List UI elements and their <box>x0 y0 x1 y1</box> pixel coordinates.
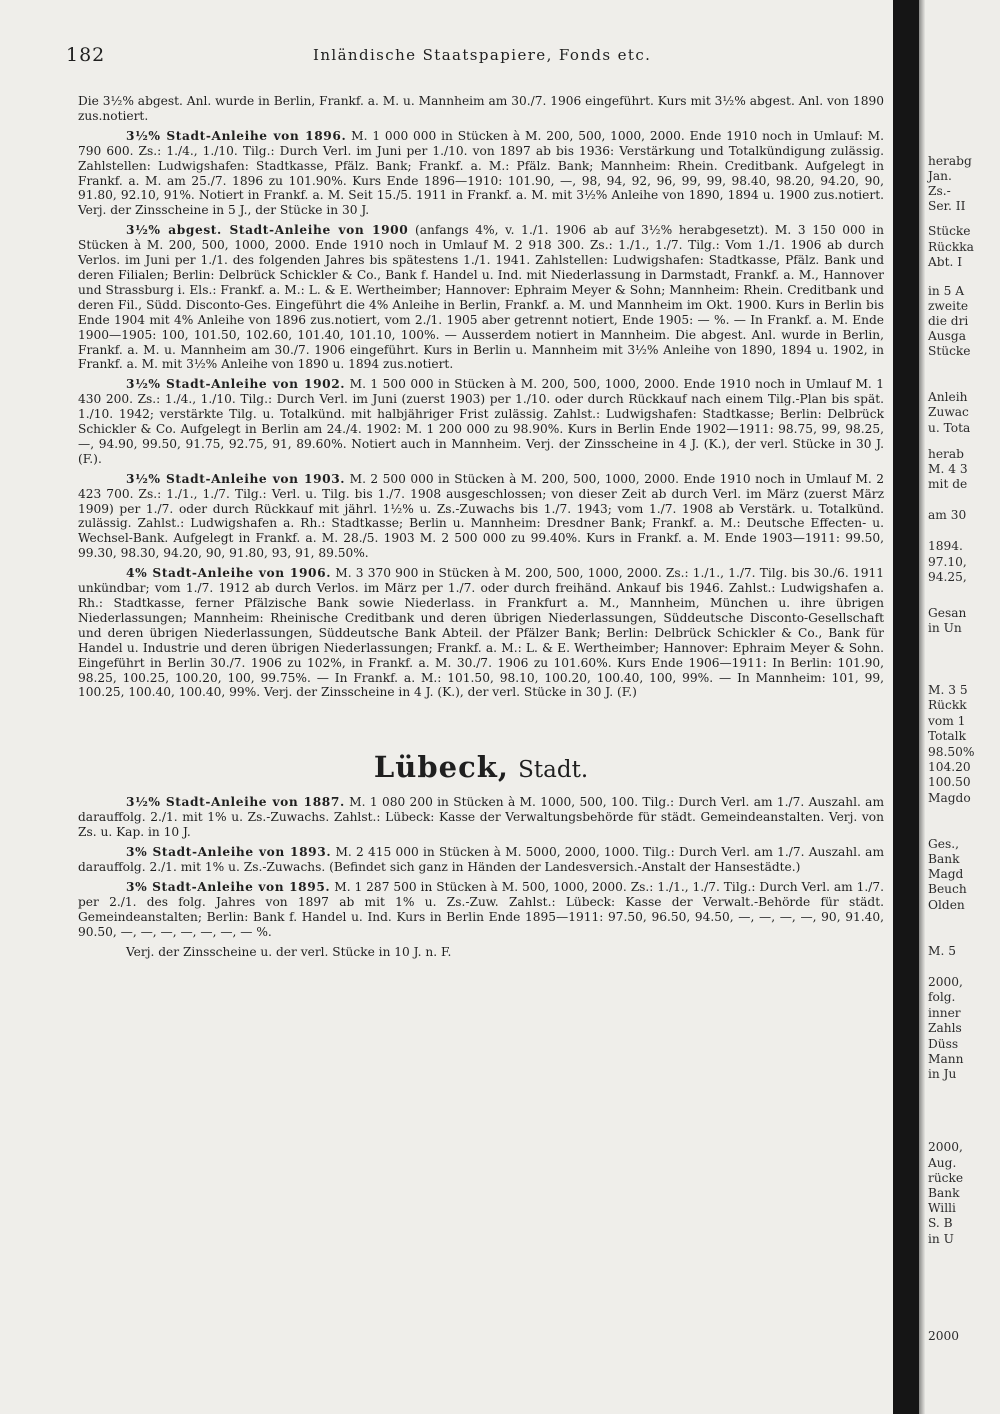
bond-title: 3½% Stadt-Anleihe von 1903. <box>126 471 346 486</box>
section-subtitle: Stadt. <box>518 757 589 784</box>
bond-entry <box>78 795 884 840</box>
facing-page-fragment: Gesan <box>928 606 967 620</box>
facing-page-fragment: M. 3 5 <box>928 683 968 697</box>
facing-page-fragment: in Un <box>928 621 962 635</box>
section-heading <box>78 750 884 787</box>
bond-details: M. 1 500 000 in Stücken à M. 200, 500, 1000, 2000. Ende 1910 noch in Umlauf M. 1 430 200. Zs.: 1./4., 1./10. Tilg.: Durch Verl. im Juni (zuerst 1903) per 1./10. oder durch Rückkauf nach einem Tilg.-Plan bis spät. 1./10. 1942; verstärkte Tilg. u. Totalkünd. mit halbjähriger Frist zulässig. Zahlst.: Ludwigshafen: Stadtkasse; Berlin: Delbrück Schickler & Co. Aufgelegt in Berlin am 24./4. 1902: M. 1 200 000 zu 98.90%. Kurs in Berlin Ende 1902—1911: 98.75, 99, 98.25, —, 94.90, 99.50, 91.75, 92.75, 91, 89.60%. Notiert auch in Mannheim. Verj. der Zinsscheine in 4 J. (K.), der verl. Stücke in 30 J. (F.). <box>78 377 884 466</box>
bond-entry <box>78 129 884 218</box>
page-number: 182 <box>66 44 106 66</box>
facing-page-fragment: Stücke <box>928 344 971 358</box>
section-title: Lübeck, <box>373 750 509 785</box>
bond-details: M. 3 370 900 in Stücken à M. 200, 500, 1000, 2000. Zs.: 1./1., 1./7. Tilg. bis 30./6. 1911 unkündbar; vom 1./7. 1912 ab durch Verlos. im März per 1./7. oder durch freihänd. Ankauf bis 1946. Zahlst.: Ludwigshafen a. Rh.: Stadtkasse, ferner Pfälzische Bank sowie Niederlass. in Frankfurt a. M., Mannheim, München u. ihre übrigen Niederlassungen; Mannheim: Rheinische Creditbank und deren übrigen Niederlassungen, Süddeutsche Disconto-Gesellschaft und deren übrigen Niederlassungen, Süddeutsche Bank Abteil. der Pfälzer Bank; Berlin: Delbrück Schickler & Co., Bank für Handel u. Industrie und deren übrigen Niederlassungen; Frankf. a. M.: L. & E. Wertheimber; Hannover: Ephraim Meyer & Sohn. Eingeführt in Berlin 30./7. 1906 zu 102%, in Frankf. a. M. 30./7. 1906 zu 101.60%. Kurs Ende 1906—1911: In Berlin: 101.90, 98.25, 100.25, 100.20, 100, 99.75%. — In Frankf. a. M.: 101.50, 98.10, 100.20, 100.40, 100, 99%. — In Mannheim: 101, 99, 100.25, 100.40, 100.40, 99%. Verj. der Zinsscheine in 4 J. (K.), der verl. Stücke in 30 J. (F.) <box>78 566 884 700</box>
facing-page-fragment: inner <box>928 1006 961 1020</box>
bond-title: 4% Stadt-Anleihe von 1906. <box>126 566 332 581</box>
facing-page-fragment: Magdo <box>928 791 971 805</box>
bond-title: 3% Stadt-Anleihe von 1893. <box>126 845 332 860</box>
bond-details: M. 2 500 000 in Stücken à M. 200, 500, 1000, 2000. Ende 1910 noch in Umlauf M. 2 423 700. Zs.: 1./1., 1./7. Tilg.: Verl. u. Tilg. bis 1./7. 1908 ausgeschlossen; von dieser Zeit ab durch Verl. im März (zuerst März 1909) per 1./7. oder durch Rückkauf mit jährl. 1½% u. Zs.-Zuwachs bis 1./7. 1943; vom 1./7. 1908 ab Verstärk. u. Totalkünd. zulässig. Zahlst.: Ludwigshafen a. Rh.: Stadtkasse; Berlin u. Mannheim: Dresdner Bank; Frankf. a. M.: Deutsche Effecten- u. Wechsel-Bank. Aufgelegt in Frankf. a. M. 28./5. 1903 M. 2 500 000 zu 99.40%. Kurs in Frankf. a. M. Ende 1903—1911: 99.50, 99.30, 98.30, 94.20, 90, 91.80, 93, 91, 89.50%. <box>78 471 884 561</box>
facing-page-fragment: Ges., <box>928 837 959 851</box>
facing-page-fragment: in U <box>928 1232 954 1246</box>
running-head <box>66 44 888 68</box>
facing-page-fragment: S. B <box>928 1216 953 1230</box>
facing-page-fragment: 97.10, <box>928 555 967 569</box>
facing-page-edge <box>925 0 1000 1414</box>
facing-page-fragment: Totalk <box>928 729 966 743</box>
facing-page-fragment: M. 5 <box>928 944 956 958</box>
facing-page-fragment: 2000, <box>928 1140 963 1154</box>
facing-page-fragment: Abt. I <box>928 255 963 269</box>
facing-page-fragment: in Ju <box>928 1067 957 1081</box>
bond-details: M. 1 080 200 in Stücken à M. 1000, 500, 100. Tilg.: Durch Verl. am 1./7. Auszahl. am darauffolg. 2./1. mit 1% u. Zs.-Zuwachs. Zahlst.: Lübeck: Kasse der Verwaltungsbehörde für städt. Gemeindeanstalten. Verj. von Zs. u. Kap. in 10 J. <box>78 795 885 840</box>
facing-page-fragment: Rückk <box>928 698 967 712</box>
facing-page-fragment: Mann <box>928 1052 964 1066</box>
bond-title: 3% Stadt-Anleihe von 1895. <box>126 879 331 894</box>
facing-page-fragment: Olden <box>928 898 965 912</box>
facing-page-fragment: 94.25, <box>928 570 967 584</box>
facing-page-fragment: 98.50% <box>928 745 975 759</box>
facing-page-fragment: Anleih <box>928 390 968 404</box>
facing-page-fragment: Zs.- <box>928 184 951 198</box>
facing-page-fragment: Beuch <box>928 882 967 896</box>
facing-page-fragment: am 30 <box>928 508 967 522</box>
facing-page-fragment: Stücke <box>928 224 971 238</box>
bond-title: 3½% Stadt-Anleihe von 1896. <box>126 128 347 143</box>
bond-details: M. 1 000 000 in Stücken à M. 200, 500, 1000, 2000. Ende 1910 noch in Umlauf: M. 790 600. Zs.: 1./4., 1./10. Tilg.: Durch Verl. im Juni per 1./10. von 1897 ab bis 1936: Verstärkung und Totalkündigung zulässig. Zahlstellen: Ludwigshafen: Stadtkasse, Pfälz. Bank; Frankf. a. M.: Pfälz. Bank; Mannheim: Rhein. Creditbank. Aufgelegt in Frankf. a. M. am 25./7. 1896 zu 101.90%. Kurs Ende 1896—1910: 101.90, —, 98, 94, 92, 96, 99, 99, 98.40, 98.20, 94.20, 90, 91.80, 92.10, 91%. Notiert in Frankf. a. M. Seit 15./5. 1911 in Frankf. a. M. mit 3½% Anleihe von 1890, 1894 u. 1900 zus.notiert. Verj. der Zinsscheine in 5 J., der Stücke in 30 J. <box>78 128 884 218</box>
facing-page-fragment: Bank <box>928 852 960 866</box>
facing-page-fragment: in 5 A <box>928 284 965 298</box>
facing-page-fragment: rücke <box>928 1171 964 1185</box>
facing-page-fragment: herabg <box>928 154 972 168</box>
closing-line: Verj. der Zinsscheine u. der verl. Stücke in 10 J. n. F. <box>126 944 452 959</box>
bond-entry <box>78 223 884 372</box>
bond-entry <box>78 377 884 466</box>
facing-page-fragment: Bank <box>928 1186 960 1200</box>
bond-title: 3½% abgest. Stadt-Anleihe von 1900 <box>126 223 409 238</box>
facing-page-fragment: herab <box>928 447 964 461</box>
body-text <box>78 94 884 964</box>
facing-page-fragment: u. Tota <box>928 421 971 435</box>
facing-page-fragment: Ausga <box>928 329 966 343</box>
bond-title: 3½% Stadt-Anleihe von 1887. <box>126 795 345 810</box>
bond-details: M. 1 287 500 in Stücken à M. 500, 1000, 2000. Zs.: 1./1., 1./7. Tilg.: Durch Verl. am 1./7. per 2./1. des folg. Jahres von 1897 ab mit 1% u. Zs.-Zuw. Zahlst.: Lübeck: Kasse der Verwalt.-Behörde für städt. Gemeindeanstalten; Berlin: Bank f. Handel u. Ind. Kurs in Berlin Ende 1895—1911: 97.50, 96.50, 94.50, —, —, —, —, 90, 91.40, 90.50, —, —, —, —, —, —, — %. <box>78 879 885 939</box>
facing-page-fragment: M. 4 3 <box>928 462 968 476</box>
facing-page-fragment: Magd <box>928 867 964 881</box>
facing-page-fragment: zweite <box>928 299 969 313</box>
facing-page-fragment: mit de <box>928 477 968 491</box>
book-gutter-shadow <box>893 0 919 1414</box>
bond-entry <box>78 880 884 940</box>
bond-details: M. 2 415 000 in Stücken à M. 5000, 2000, 1000. Tilg.: Durch Verl. am 1./7. Auszahl. am darauffolg. 2./1. mit 1% u. Zs.-Zuwachs. (Befindet sich ganz in Händen der Landesversich.-Anstalt der Hansestädte.) <box>78 845 884 874</box>
facing-page-fragment: folg. <box>928 990 956 1004</box>
facing-page-fragment: Zuwac <box>928 405 969 419</box>
facing-page-fragment: Aug. <box>928 1156 957 1170</box>
facing-page-fragment: 100.50 <box>928 775 971 789</box>
header-title: Inländische Staatspapiere, Fonds etc. <box>313 46 652 64</box>
bond-entry <box>78 472 884 561</box>
facing-page-fragment: Düss <box>928 1037 959 1051</box>
facing-page-fragment: 2000, <box>928 975 963 989</box>
facing-page-fragment: Ser. II <box>928 199 966 213</box>
facing-page-fragment: Willi <box>928 1201 956 1215</box>
bond-entry <box>78 845 884 875</box>
facing-page-fragment: die dri <box>928 314 969 328</box>
facing-page-fragment: 2000 <box>928 1329 960 1343</box>
facing-page-fragment: vom 1 <box>928 714 966 728</box>
intro-paragraph: Die 3½% abgest. Anl. wurde in Berlin, Frankf. a. M. u. Mannheim am 30./7. 1906 eingeführt. Kurs mit 3½% abgest. Anl. von 1890 zus.notiert. <box>78 94 884 123</box>
facing-page-fragment: 104.20 <box>928 760 971 774</box>
bond-title: 3½% Stadt-Anleihe von 1902. <box>126 377 346 392</box>
facing-page-fragment: Rückka <box>928 240 974 254</box>
facing-page-fragment: 1894. <box>928 539 963 553</box>
facing-page-fragment: Jan. <box>928 169 952 183</box>
book-page <box>66 0 888 1414</box>
bond-details: (anfangs 4%, v. 1./1. 1906 ab auf 3½% herabgesetzt). M. 3 150 000 in Stücken à M. 200, 500, 1000, 2000. Ende 1910 noch in Umlauf M. 2 918 300. Zs.: 1./1., 1./7. Tilg.: Vom 1./1. 1906 ab durch Verlos. im Juni per 1./1. des folgenden Jahres bis spätestens 1./1. 1941. Zahlstellen: Ludwigshafen: Stadtkasse, Pfälz. Bank und deren Filialen; Berlin: Delbrück Schickler & Co., Bank f. Handel u. Ind. mit Niederlassung in Darmstadt, Frankf. a. M., Hannover und Strassburg i. Els.: Frankf. a. M.: L. & E. Wertheimber; Hannover: Ephraim Meyer & Sohn; Mannheim: Rhein. Creditbank und deren Fil., Südd. Disconto-Ges. Eingeführt die 4% Anleihe in Berlin, Frankf. a. M. und Mannheim im Okt. 1900. Kurs in Berlin bis Ende 1904 mit 4% Anleihe von 1896 zus.notiert, vom 2./1. 1905 aber getrennt notiert, Ende 1905: — %. — In Frankf. a. M. Ende 1900—1905: 100, 101.50, 102.60, 101.40, 101.10, 100%. — Ausserdem notiert in Mannheim. Die abgest. Anl. wurde in Berlin, Frankf. a. M. u. Mannheim am 30./7. 1906 eingeführt. Kurs in Berlin u. Mannheim mit 3½% Anleihe von 1890, 1894 u. 1902, in Frankf. a. M. mit 3½% Anleihe von 1890 u. 1894 zus.notiert. <box>78 223 884 372</box>
bond-entry <box>78 566 884 700</box>
facing-page-fragment: Zahls <box>928 1021 962 1035</box>
